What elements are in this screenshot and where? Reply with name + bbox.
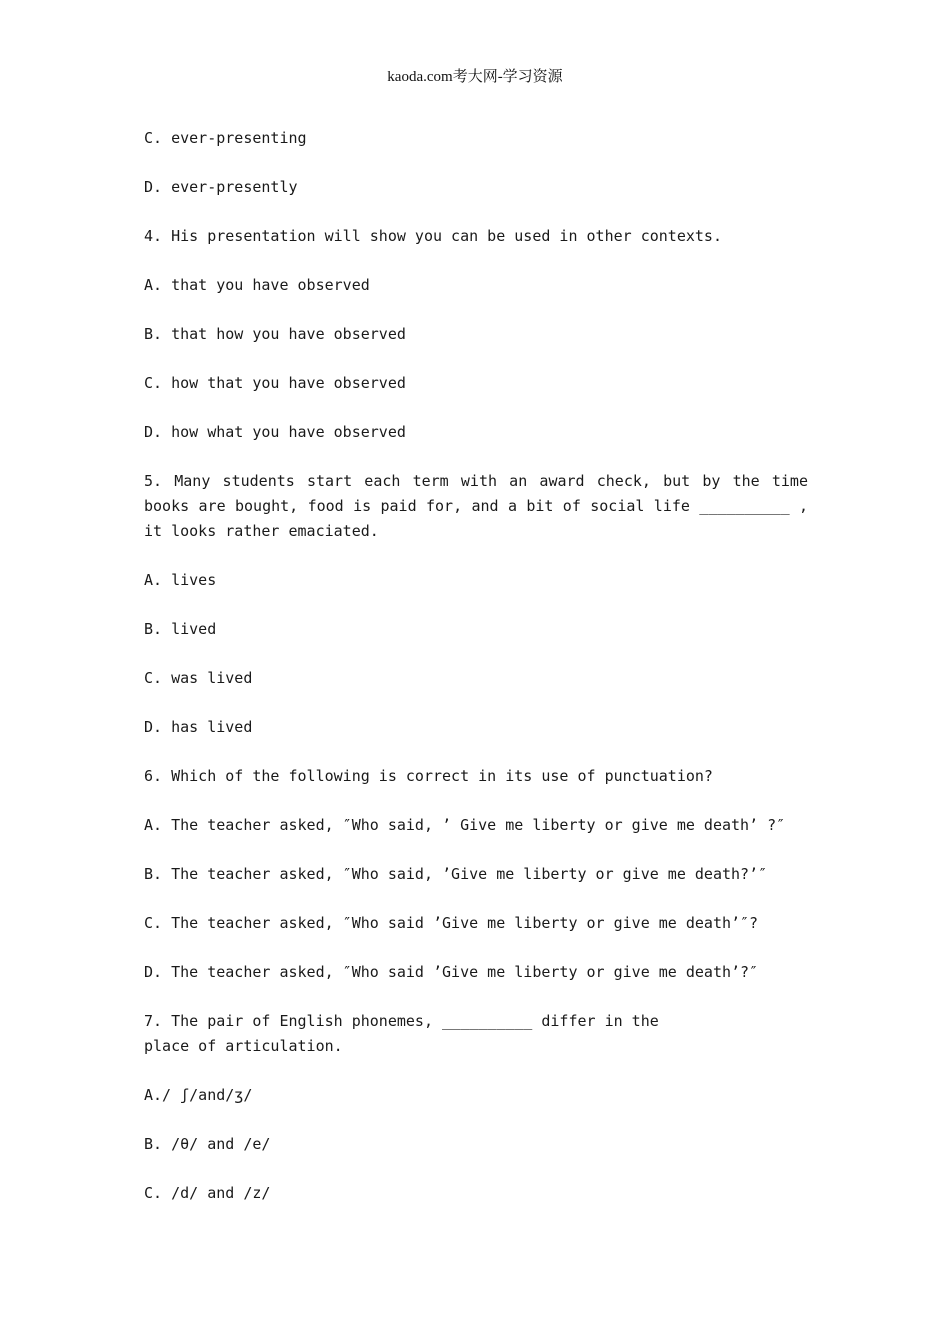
option-5a: A. lives: [144, 571, 217, 589]
option-7a: A./ ʃ/and/ʒ/: [144, 1086, 253, 1104]
option-7c: C. /d/ and /z/: [144, 1184, 271, 1202]
page-header: kaoda.com考大网-学习资源: [387, 69, 563, 85]
question-5: 5. Many students start each term with an award check, but by the time books are bought, food is paid for, and a bit of social life __________ , it looks rather emaciated.: [144, 472, 808, 540]
option-6b: B. The teacher asked, ″Who said, ’Give me liberty or give me death?’″: [144, 865, 768, 883]
option-4b: B. that how you have observed: [144, 325, 406, 343]
option-7b: B. /θ/ and /e/: [144, 1135, 271, 1153]
option-3c: C. ever-presenting: [144, 129, 307, 147]
option-4a: A. that you have observed: [144, 276, 370, 294]
question-6: 6. Which of the following is correct in its use of punctuation?: [144, 767, 713, 785]
option-5d: D. has lived: [144, 718, 253, 736]
question-4: 4. His presentation will show you can be used in other contexts.: [144, 227, 722, 245]
option-5b: B. lived: [144, 620, 217, 638]
option-6d: D. The teacher asked, ″Who said ’Give me liberty or give me death’?″: [144, 963, 759, 981]
option-6a: A. The teacher asked, ″Who said, ’ Give me liberty or give me death’ ?″: [144, 816, 786, 834]
document-body: [144, 126, 808, 1230]
option-3d: D. ever-presently: [144, 178, 298, 196]
option-6c: C. The teacher asked, ″Who said ’Give me liberty or give me death’″?: [144, 914, 759, 932]
option-5c: C. was lived: [144, 669, 253, 687]
question-7: 7. The pair of English phonemes, __________ differ in the place of articulation.: [144, 1012, 659, 1055]
option-4c: C. how that you have observed: [144, 374, 406, 392]
option-4d: D. how what you have observed: [144, 423, 406, 441]
